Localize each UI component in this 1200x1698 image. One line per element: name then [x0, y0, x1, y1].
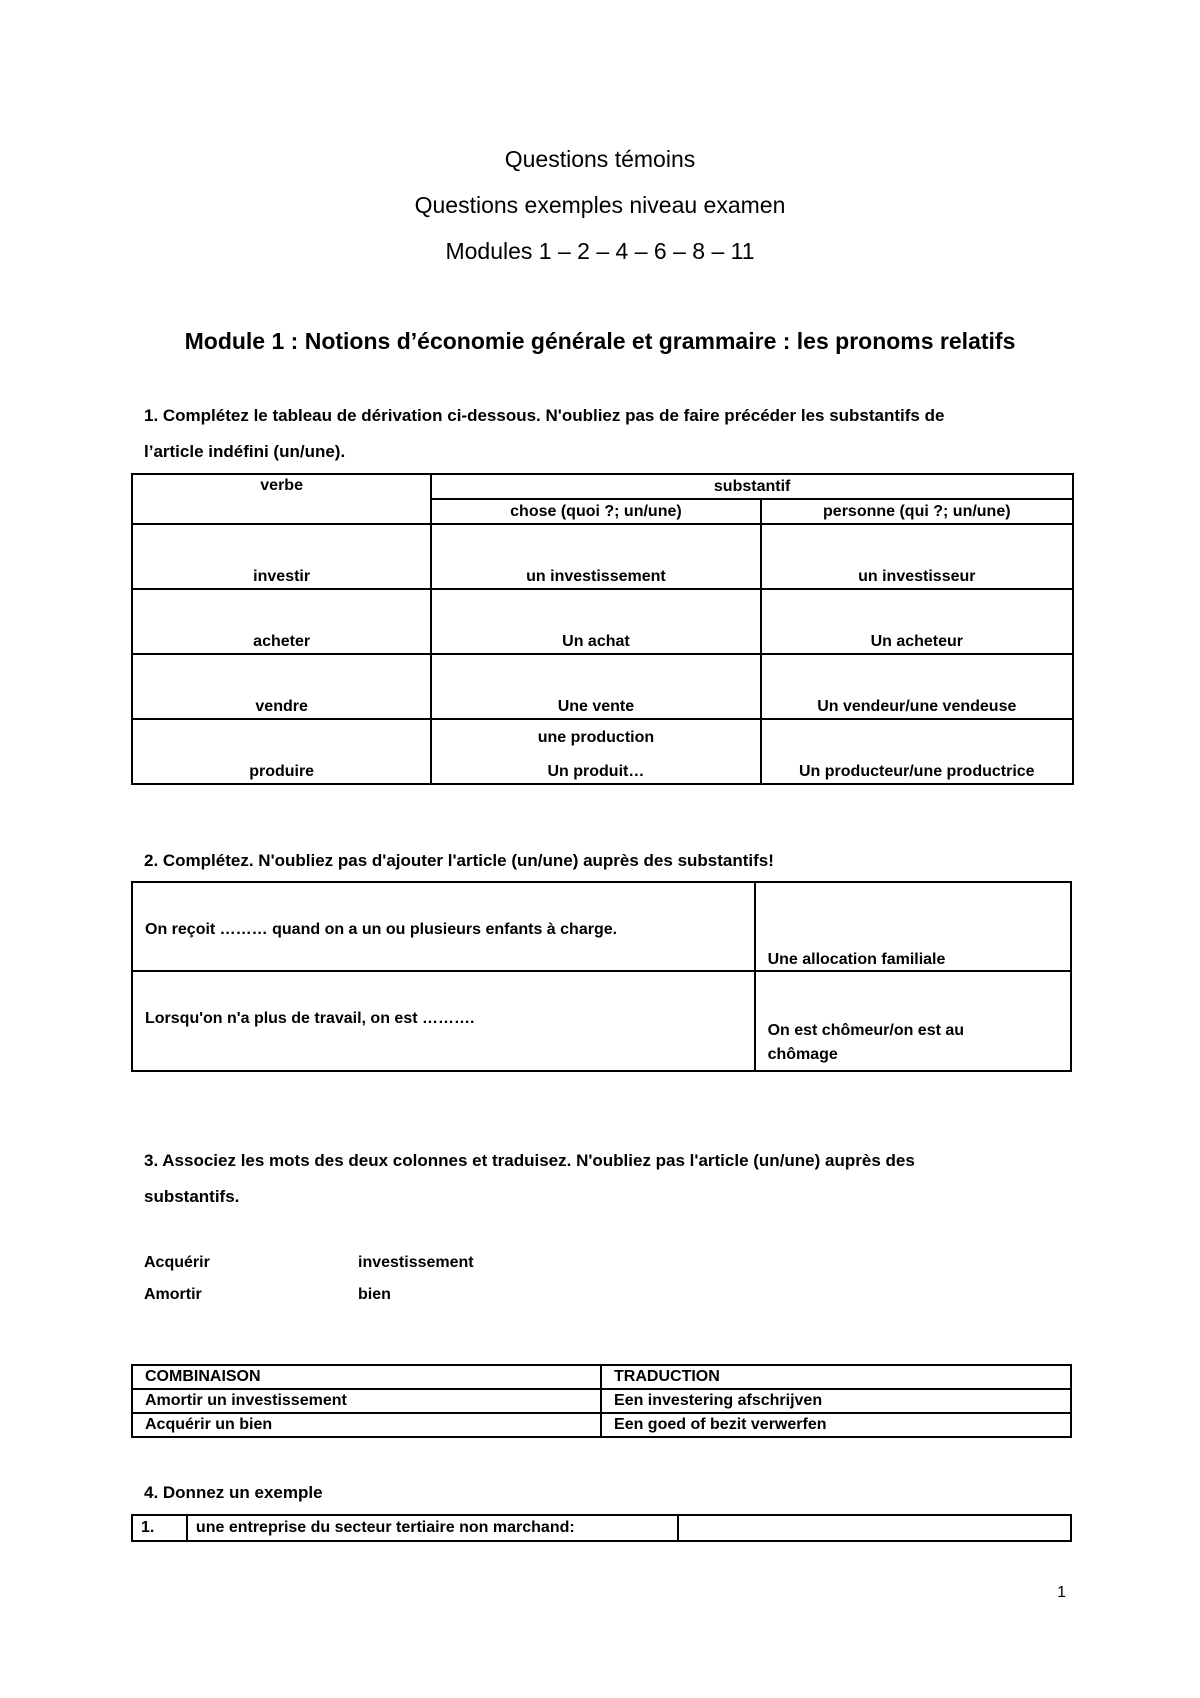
header-chose: chose (quoi ?; un/une) [431, 499, 760, 524]
word-right: investissement [358, 1254, 474, 1271]
cell-chose: Une vente [431, 654, 760, 719]
table-row [132, 654, 1073, 719]
cell-label: une entreprise du secteur tertiaire non marchand: [187, 1515, 678, 1541]
cell-answer-line1: On est chômeur/on est au [767, 1022, 965, 1039]
q2-instruction: 2. Complétez. N'oubliez pas d'ajouter l'article (un/une) auprès des substantifs! [144, 851, 774, 870]
table-row [132, 1413, 1071, 1437]
table-row [132, 719, 1073, 784]
cell-verbe: vendre [132, 654, 431, 719]
cell-verbe: produire [132, 719, 431, 784]
cell-chose-bottom: Un produit… [547, 763, 645, 780]
cell-personne: Un vendeur/une vendeuse [761, 654, 1073, 719]
header-verbe: verbe [132, 474, 431, 524]
combination-table [131, 1364, 1072, 1438]
header-combinaison: COMBINAISON [132, 1365, 601, 1389]
cell-question: Lorsqu'on n'a plus de travail, on est ………. [132, 971, 755, 1071]
word-left: Amortir [144, 1286, 202, 1303]
table-row [132, 882, 1071, 971]
table-row [132, 1389, 1071, 1413]
q3-instruction-line2: substantifs. [144, 1187, 240, 1206]
cell-number: 1. [132, 1515, 187, 1541]
cell-answer: Une allocation familiale [755, 882, 1071, 971]
cell-chose-top: une production [537, 729, 655, 746]
module-title: Module 1 : Notions d’économie générale et grammaire : les pronoms relatifs [184, 328, 1016, 354]
cell-answer [755, 971, 1071, 1071]
complete-table [131, 881, 1072, 1072]
table-header-row [132, 1365, 1071, 1389]
cell-personne: un investisseur [761, 524, 1073, 589]
table-row [132, 971, 1071, 1071]
cell-traduction: Een investering afschrijven [601, 1389, 1071, 1413]
doc-subtitle: Questions exemples niveau examen [414, 192, 786, 218]
doc-title: Questions témoins [504, 146, 696, 172]
cell-personne: Un acheteur [761, 589, 1073, 654]
page-number: 1 [1057, 1584, 1066, 1601]
cell-answer-line2: chômage [767, 1046, 838, 1063]
cell-chose [431, 719, 760, 784]
header-personne: personne (qui ?; un/une) [761, 499, 1073, 524]
header-substantif: substantif [431, 474, 1073, 499]
cell-verbe: acheter [132, 589, 431, 654]
cell-chose: un investissement [431, 524, 760, 589]
cell-question: On reçoit ……… quand on a un ou plusieurs enfants à charge. [132, 882, 755, 971]
cell-personne: Un producteur/une productrice [761, 719, 1073, 784]
word-right: bien [358, 1286, 391, 1303]
table-row [132, 589, 1073, 654]
q1-instruction-line2: l’article indéfini (un/une). [144, 442, 346, 461]
table-row [132, 1515, 1071, 1541]
cell-chose: Un achat [431, 589, 760, 654]
header-traduction: TRADUCTION [601, 1365, 1071, 1389]
doc-modules: Modules 1 – 2 – 4 – 6 – 8 – 11 [445, 238, 755, 264]
table-row [132, 524, 1073, 589]
q4-instruction: 4. Donnez un exemple [144, 1483, 323, 1502]
word-left: Acquérir [144, 1254, 210, 1271]
example-table [131, 1514, 1072, 1542]
cell-answer[interactable] [678, 1515, 1071, 1541]
derivation-table [131, 473, 1074, 785]
cell-verbe: investir [132, 524, 431, 589]
q3-instruction-line1: 3. Associez les mots des deux colonnes et traduisez. N'oubliez pas l'article (un/une) auprès des [144, 1151, 915, 1170]
cell-traduction: Een goed of bezit verwerfen [601, 1413, 1071, 1437]
cell-combinaison: Acquérir un bien [132, 1413, 601, 1437]
q1-instruction-line1: 1. Complétez le tableau de dérivation ci-dessous. N'oubliez pas de faire précéder les substantifs de [144, 406, 945, 425]
cell-combinaison: Amortir un investissement [132, 1389, 601, 1413]
